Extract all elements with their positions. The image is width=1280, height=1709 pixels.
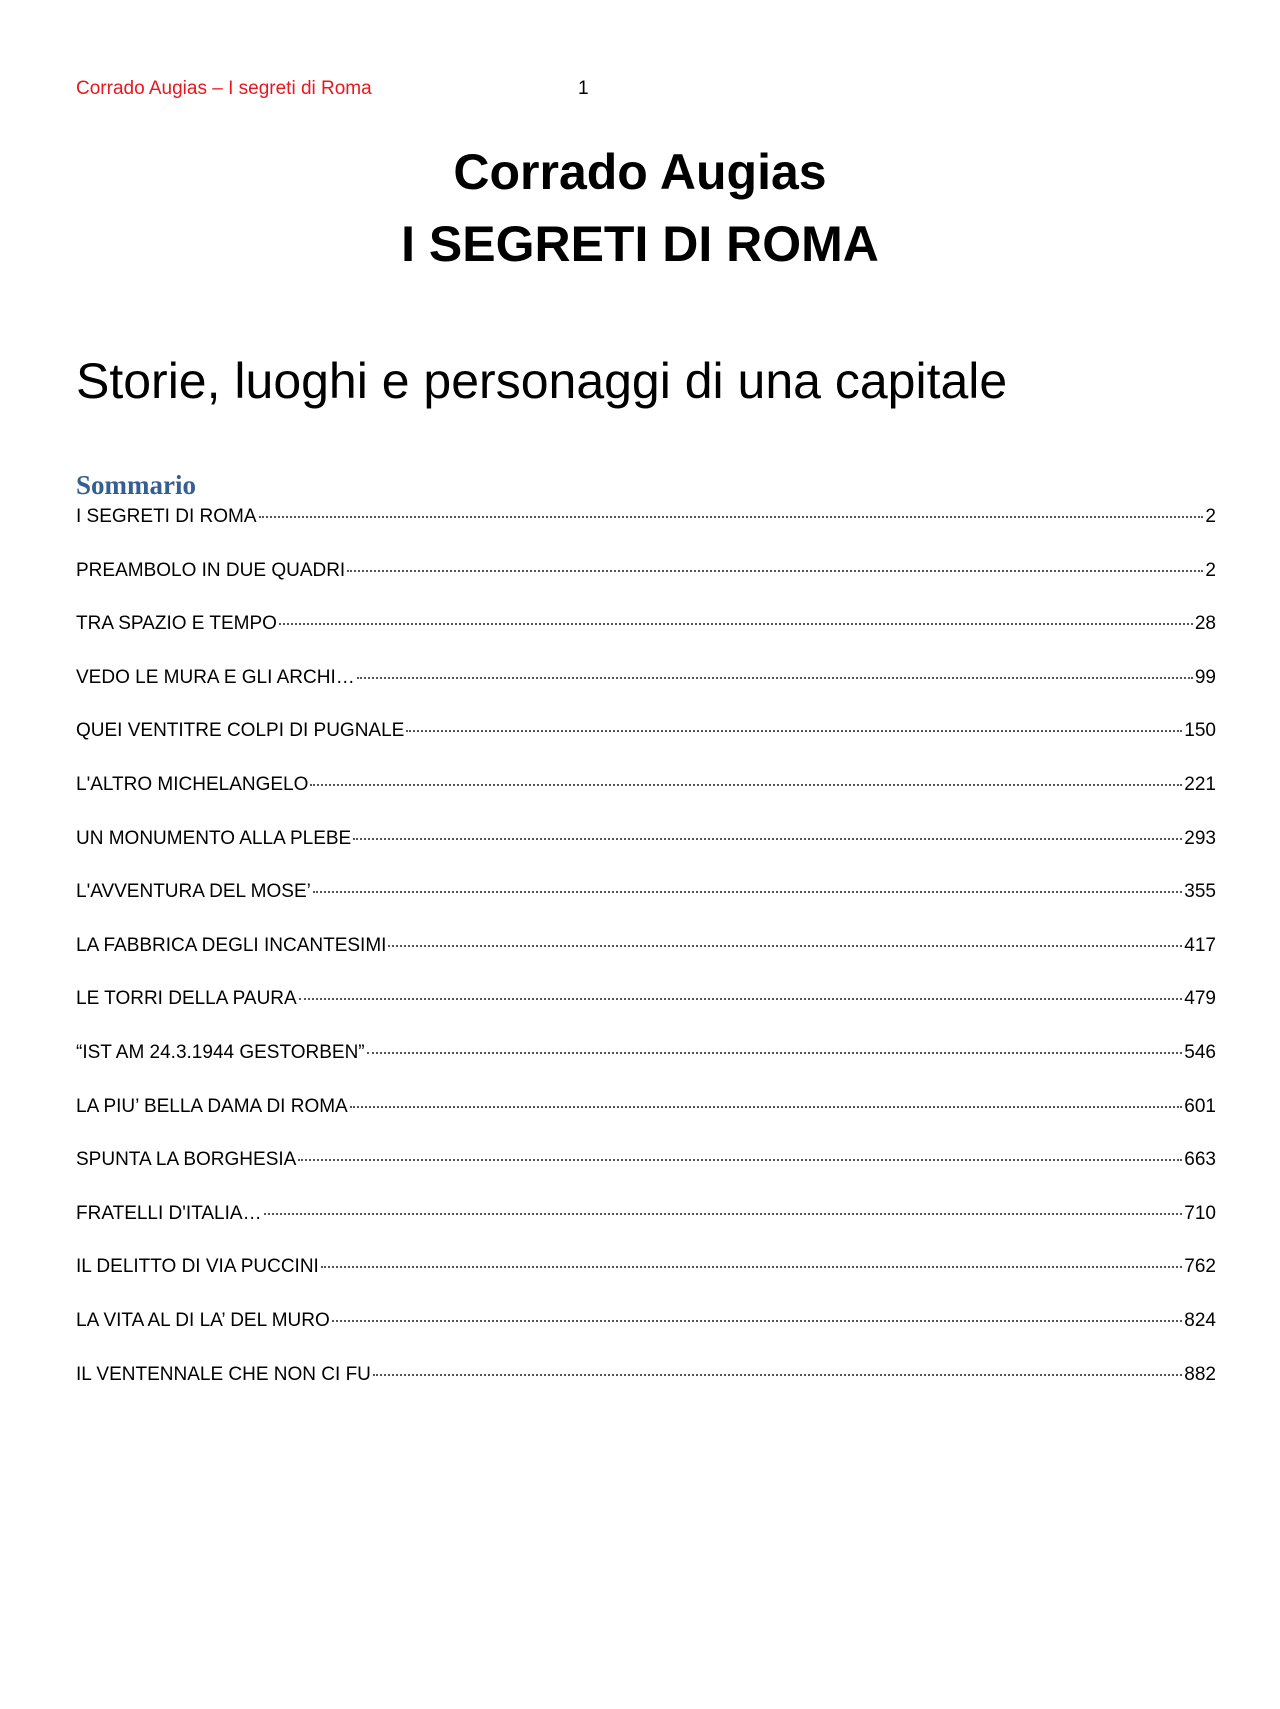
toc-entry-page: 601 xyxy=(1184,1095,1216,1117)
toc-entry-title: SPUNTA LA BORGHESIA xyxy=(76,1149,297,1171)
toc-entry[interactable] xyxy=(76,1364,1216,1418)
toc-entry[interactable] xyxy=(76,506,1216,560)
toc-dot-leader xyxy=(321,1265,1182,1268)
toc-dot-leader xyxy=(406,729,1182,732)
toc-entry[interactable] xyxy=(76,720,1216,774)
toc-dot-leader xyxy=(353,837,1182,840)
toc-entry-title: UN MONUMENTO ALLA PLEBE xyxy=(76,827,352,849)
toc-entry[interactable] xyxy=(76,667,1216,721)
toc-dot-leader xyxy=(264,1212,1183,1215)
toc-entry-page: 417 xyxy=(1184,934,1216,956)
toc-entry-title: LA FABBRICA DEGLI INCANTESIMI xyxy=(76,934,387,956)
toc-entry-title: IL DELITTO DI VIA PUCCINI xyxy=(76,1256,319,1278)
toc-dot-leader xyxy=(350,1105,1183,1108)
page-number: 1 xyxy=(578,78,589,99)
toc-entry-page: 355 xyxy=(1184,881,1216,903)
toc-entry[interactable] xyxy=(76,1256,1216,1310)
toc-entry[interactable] xyxy=(76,988,1216,1042)
toc-dot-leader xyxy=(367,1051,1183,1054)
toc-entry-title: “IST AM 24.3.1944 GESTORBEN” xyxy=(76,1041,365,1063)
toc-dot-leader xyxy=(347,569,1203,572)
toc-dot-leader xyxy=(259,515,1204,518)
toc-entry-title: IL VENTENNALE CHE NON CI FU xyxy=(76,1363,371,1385)
toc-entry-title: TRA SPAZIO E TEMPO xyxy=(76,613,277,635)
toc-entry-title: L'AVVENTURA DEL MOSE’ xyxy=(76,881,311,903)
toc-entry-page: 479 xyxy=(1184,988,1216,1010)
toc-entry-page: 99 xyxy=(1194,666,1216,688)
toc-entry-page: 882 xyxy=(1184,1363,1216,1385)
toc-entry[interactable] xyxy=(76,1149,1216,1203)
toc-entry-title: LA VITA AL DI LA’ DEL MURO xyxy=(76,1309,330,1331)
author-title: Corrado Augias xyxy=(453,144,827,200)
toc-entry[interactable] xyxy=(76,560,1216,614)
toc-entry[interactable] xyxy=(76,1203,1216,1257)
toc-entry-page: 28 xyxy=(1194,613,1216,635)
toc-heading: Sommario xyxy=(76,470,196,500)
toc-dot-leader xyxy=(298,1158,1182,1161)
toc-dot-leader xyxy=(373,1373,1182,1376)
toc-entry-title: L'ALTRO MICHELANGELO xyxy=(76,773,309,795)
toc-entry-page: 546 xyxy=(1184,1041,1216,1063)
toc-dot-leader xyxy=(313,890,1182,893)
toc-entry[interactable] xyxy=(76,1096,1216,1150)
toc-entry-page: 663 xyxy=(1184,1149,1216,1171)
toc-entry-page: 2 xyxy=(1205,506,1216,527)
title-block xyxy=(0,136,1280,280)
toc-entry[interactable] xyxy=(76,774,1216,828)
toc-entry-title: LE TORRI DELLA PAURA xyxy=(76,988,297,1010)
toc-entry-title: QUEI VENTITRE COLPI DI PUGNALE xyxy=(76,720,405,742)
toc-dot-leader xyxy=(299,997,1183,1000)
toc-dot-leader xyxy=(357,676,1193,679)
running-header: Corrado Augias – I segreti di Roma xyxy=(76,78,372,99)
toc-entry-page: 2 xyxy=(1205,559,1216,581)
toc-entry-page: 762 xyxy=(1184,1256,1216,1278)
toc-entry-page: 710 xyxy=(1184,1202,1216,1224)
toc-entry-title: VEDO LE MURA E GLI ARCHI… xyxy=(76,666,355,688)
toc-entry-page: 824 xyxy=(1184,1309,1216,1331)
toc-entry[interactable] xyxy=(76,1310,1216,1364)
toc-dot-leader xyxy=(310,783,1182,786)
toc-entry[interactable] xyxy=(76,935,1216,989)
toc-entry[interactable] xyxy=(76,828,1216,882)
toc-entry-page: 293 xyxy=(1184,827,1216,849)
toc-dot-leader xyxy=(388,944,1182,947)
toc-entry-title: PREAMBOLO IN DUE QUADRI xyxy=(76,559,346,581)
toc-entry-title: LA PIU’ BELLA DAMA DI ROMA xyxy=(76,1095,348,1117)
toc-entry-page: 221 xyxy=(1184,773,1216,795)
book-subtitle: Storie, luoghi e personaggi di una capitale xyxy=(76,353,1008,409)
toc-entry[interactable] xyxy=(76,613,1216,667)
toc-entry-title: FRATELLI D'ITALIA… xyxy=(76,1202,262,1224)
toc-entry[interactable] xyxy=(76,1042,1216,1096)
toc-dot-leader xyxy=(332,1319,1183,1322)
toc-entry-page: 150 xyxy=(1184,720,1216,742)
toc-entry-title: I SEGRETI DI ROMA xyxy=(76,506,257,527)
toc-entry[interactable] xyxy=(76,881,1216,935)
toc-dot-leader xyxy=(279,622,1193,625)
book-title: I SEGRETI DI ROMA xyxy=(401,216,879,272)
table-of-contents xyxy=(76,506,1216,1417)
